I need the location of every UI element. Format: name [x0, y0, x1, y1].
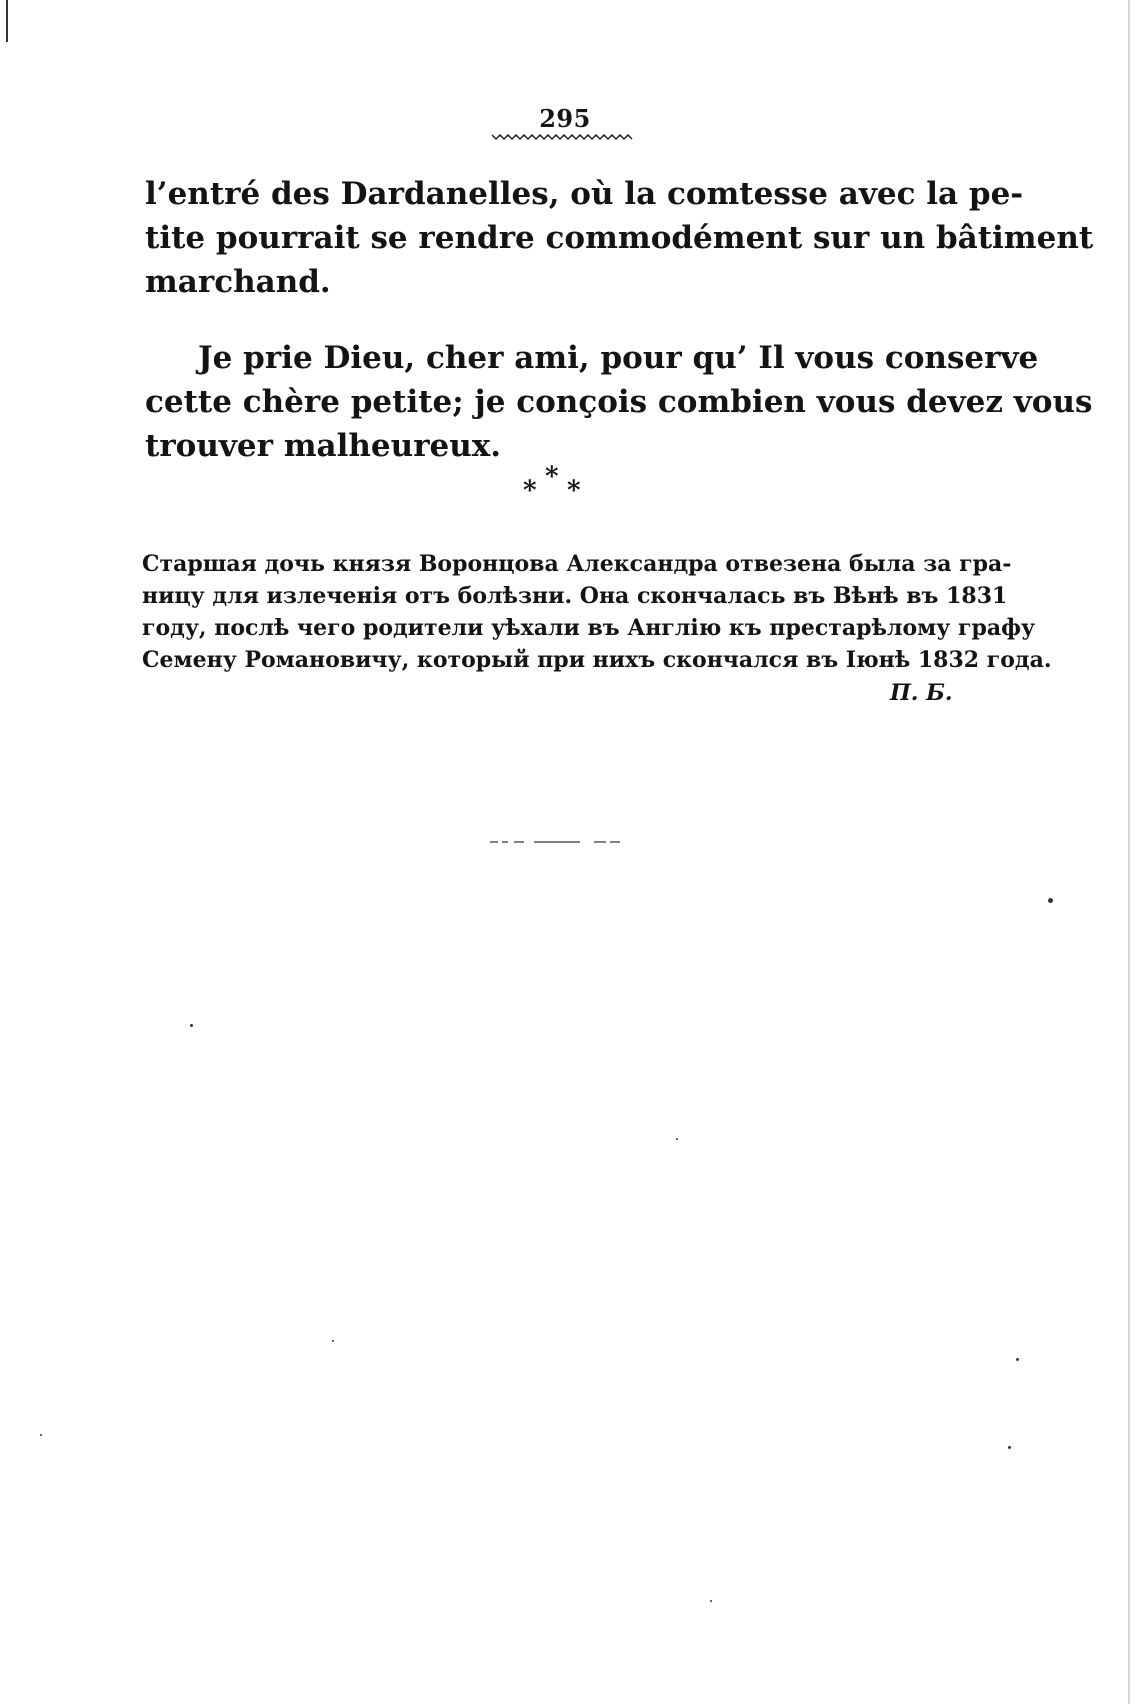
scan-speck	[1048, 898, 1053, 903]
page-number-ornament	[492, 131, 634, 141]
page-edge-line	[6, 0, 8, 42]
scan-speck	[676, 1138, 678, 1140]
scan-speck	[1016, 1358, 1019, 1361]
letter-paragraph-1	[145, 172, 1094, 304]
text-line: l’entré des Dardanelles, où la comtesse avec la pe-	[145, 176, 1024, 212]
letter-paragraph-2	[145, 336, 1093, 468]
text-line: cette chère petite; je conçois combien vous devez vous	[145, 384, 1093, 420]
page-edge-shadow	[1128, 0, 1130, 1704]
page-number: 295	[539, 104, 591, 133]
asterism-separator	[515, 462, 595, 506]
asterisk-right: *	[567, 476, 581, 506]
editor-signature: П. Б.	[890, 680, 953, 706]
text-line: marchand.	[145, 264, 331, 300]
text-line: trouver malheureux.	[145, 428, 502, 464]
scan-speck	[710, 1600, 712, 1602]
scan-speck	[332, 1340, 334, 1342]
note-line: году, послѣ чего родители уѣхали въ Англію къ престарѣлому графу	[142, 615, 1036, 641]
asterisk-left: *	[523, 476, 537, 506]
note-line: Семену Романовичу, который при нихъ скончался въ Іюнѣ 1832 года.	[142, 647, 1052, 673]
end-of-text-rule	[490, 840, 630, 844]
scan-speck	[190, 1024, 193, 1027]
scan-speck	[1008, 1446, 1011, 1449]
asterisk-top: *	[545, 462, 559, 492]
scan-speck	[40, 1434, 42, 1436]
text-line: Je prie Dieu, cher ami, pour qu’ Il vous conserve	[198, 340, 1039, 376]
text-line: tite pourrait se rendre commodément sur un bâtiment	[145, 220, 1094, 256]
note-line: Старшая дочь князя Воронцова Александра отвезена была за гра-	[142, 551, 1012, 577]
note-line: ницу для излеченія отъ болѣзни. Она скончалась въ Вѣнѣ въ 1831	[142, 583, 1008, 609]
editorial-note	[142, 548, 1052, 676]
